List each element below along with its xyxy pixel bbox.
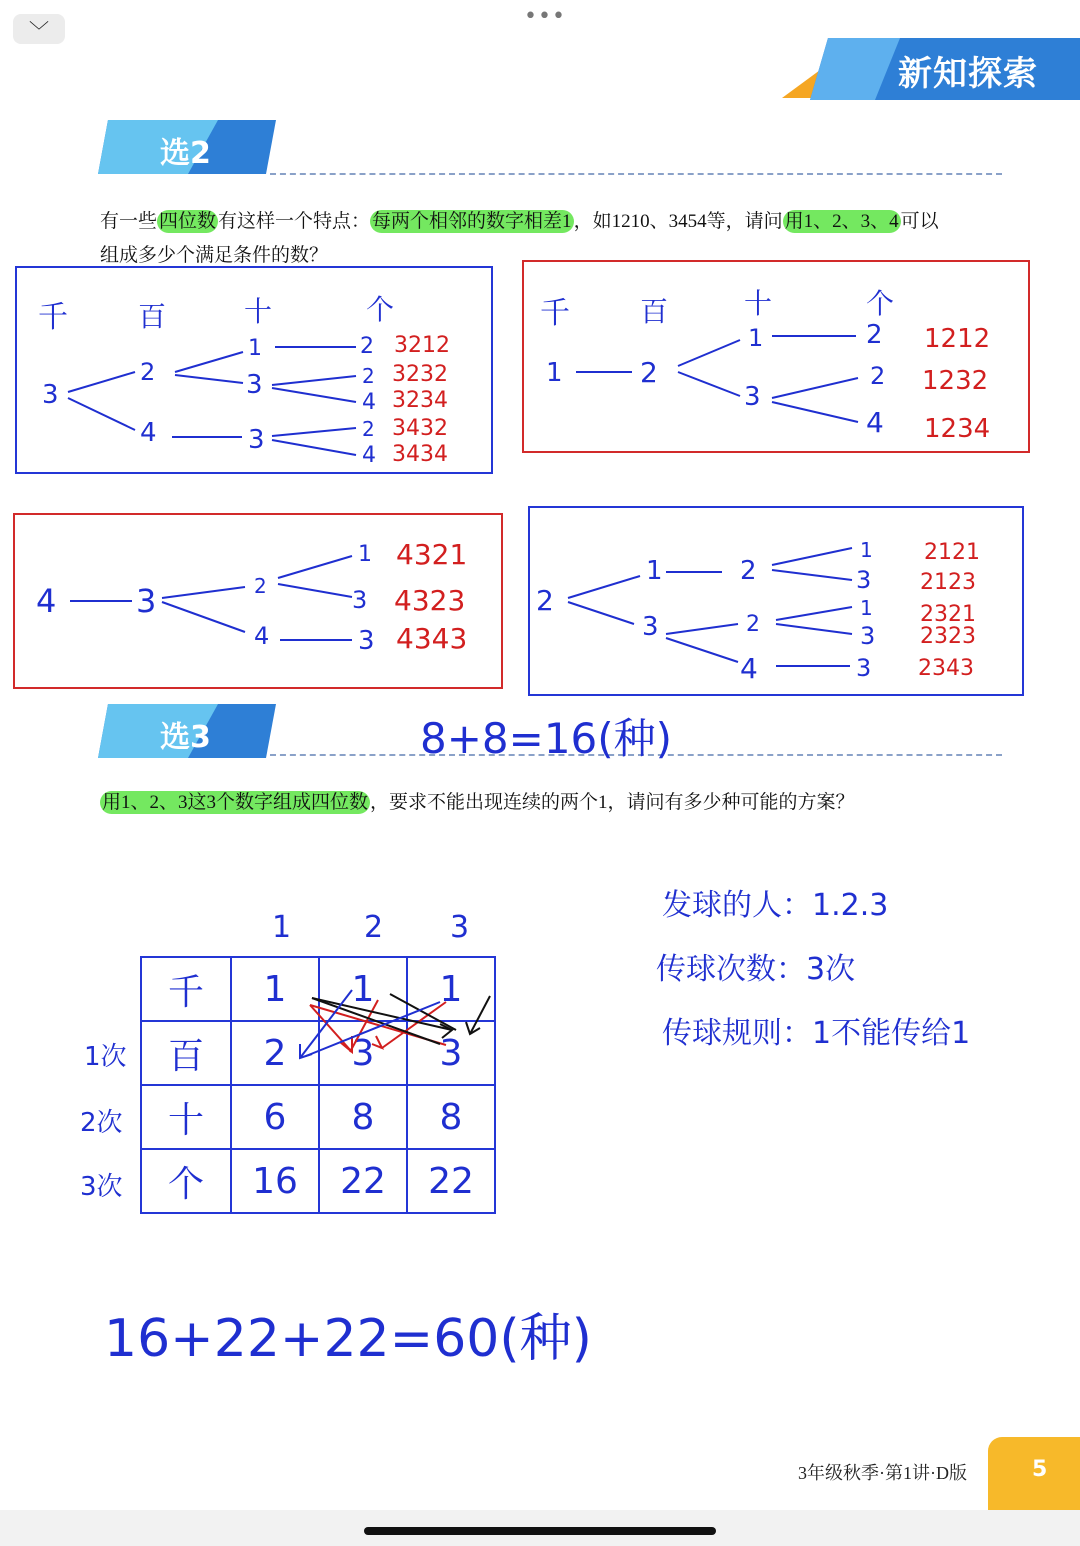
result-number: 2121 xyxy=(924,540,980,565)
row-label: 1次 xyxy=(84,1042,127,1072)
tree-node: 2 xyxy=(866,320,883,350)
tree-node: 2 xyxy=(536,584,554,617)
answer-equation: 8+8=16(种) xyxy=(420,714,673,763)
q2-text: 可以 xyxy=(900,211,939,232)
result-number: 4343 xyxy=(396,622,468,655)
section-title: 新知探索 xyxy=(898,54,1038,94)
header-thousands: 千 xyxy=(540,296,570,331)
home-indicator[interactable] xyxy=(364,1527,716,1535)
tree-node: 2 xyxy=(360,334,374,359)
result-number: 4323 xyxy=(394,584,466,617)
note-line: 传球次数：3次 xyxy=(656,952,856,987)
tag-label: 选3 xyxy=(160,720,211,755)
q3-highlight: 用1、2、3这3个数字组成四位数 xyxy=(102,792,369,813)
tree-node: 1 xyxy=(646,556,663,586)
grid-cell: 2 xyxy=(231,1021,319,1085)
result-number: 2323 xyxy=(920,624,976,649)
more-options-icon[interactable]: ••• xyxy=(524,4,566,29)
result-number: 2123 xyxy=(920,570,976,595)
q2-highlight: 每两个相邻的数字相差1 xyxy=(372,211,572,232)
header-thousands: 千 xyxy=(38,300,68,335)
result-number: 1212 xyxy=(924,324,991,354)
tree-node: 4 xyxy=(866,406,884,439)
tree-node: 2 xyxy=(254,574,267,598)
header-hundreds: 百 xyxy=(640,295,669,328)
tree-node: 3 xyxy=(248,425,265,455)
tree-node: 1 xyxy=(748,324,764,352)
grid-cell: 百 xyxy=(141,1021,231,1085)
page-number: 5 xyxy=(1032,1457,1048,1482)
grid-cell: 22 xyxy=(407,1149,495,1213)
tree-node: 2 xyxy=(140,358,156,386)
result-number: 1234 xyxy=(924,414,991,444)
tree-node: 2 xyxy=(740,556,757,586)
grid-cell: 十 xyxy=(141,1085,231,1149)
footer-text: 3年级秋季·第1讲·D版 xyxy=(798,1463,967,1483)
tree-node: 3 xyxy=(352,586,368,614)
tree-node: 1 xyxy=(860,538,873,562)
result-number: 3432 xyxy=(392,416,448,441)
tree-node: 2 xyxy=(746,612,760,637)
tree-node: 2 xyxy=(870,362,886,390)
tree-node: 2 xyxy=(362,417,375,441)
result-number: 2321 xyxy=(920,602,976,627)
tree-node: 4 xyxy=(362,443,376,468)
tree-node: 3 xyxy=(246,370,263,400)
header-tens: 十 xyxy=(244,295,273,328)
header-tens: 十 xyxy=(744,287,773,320)
chevron-down-icon: ﹀ xyxy=(29,18,49,43)
grid-cell: 22 xyxy=(319,1149,407,1213)
q2-text: 有一些 xyxy=(100,211,158,232)
result-number: 2343 xyxy=(918,656,974,681)
note-line: 发球的人：1.2.3 xyxy=(662,888,889,923)
row-label: 2次 xyxy=(80,1108,123,1138)
grid-cell: 8 xyxy=(407,1085,495,1149)
grid-cell: 3 xyxy=(319,1021,407,1085)
grid-cell: 8 xyxy=(319,1085,407,1149)
header-hundreds: 百 xyxy=(138,300,167,333)
q2-text: 组成多少个满足条件的数？ xyxy=(100,245,329,266)
q2-text: ，如1210、3454等，请问 xyxy=(573,211,783,232)
tree-node: 4 xyxy=(36,582,57,620)
column-header: 2 xyxy=(364,910,384,945)
grid-cell: 1 xyxy=(407,957,495,1021)
grid-cell: 千 xyxy=(141,957,231,1021)
tag-label: 选2 xyxy=(160,136,211,171)
grid-cell: 个 xyxy=(141,1149,231,1213)
row-label: 3次 xyxy=(80,1172,123,1202)
q3-text: ，要求不能出现连续的两个1，请问有多少种可能的方案？ xyxy=(370,792,855,813)
grid-cell: 3 xyxy=(407,1021,495,1085)
tree-node: 3 xyxy=(358,626,375,656)
page-number-badge xyxy=(988,1437,1080,1511)
tree-node: 4 xyxy=(254,622,270,650)
result-number: 3434 xyxy=(392,442,448,467)
q2-highlight: 四位数 xyxy=(159,211,217,232)
tree-node: 2 xyxy=(640,356,658,389)
tree-node: 4 xyxy=(140,418,157,448)
result-number: 4321 xyxy=(396,538,468,571)
tree-node: 3 xyxy=(856,566,872,594)
tree-node: 3 xyxy=(642,612,659,642)
final-equation: 16+22+22=60(种) xyxy=(104,1309,592,1369)
grid-cell: 1 xyxy=(319,957,407,1021)
tree-node: 1 xyxy=(248,336,262,361)
tree-node: 3 xyxy=(744,382,761,412)
grid-cell: 16 xyxy=(231,1149,319,1213)
q2-highlight: 用1、2、3、4 xyxy=(784,211,899,232)
note-line: 传球规则：1不能传给1 xyxy=(662,1016,971,1051)
tree-node: 4 xyxy=(362,390,376,415)
tree-node: 1 xyxy=(358,542,372,567)
tree-node: 2 xyxy=(362,364,375,388)
grid-cell: 1 xyxy=(231,957,319,1021)
grid-cell: 6 xyxy=(231,1085,319,1149)
result-number: 3234 xyxy=(392,388,448,413)
tree-node: 3 xyxy=(42,380,59,410)
tree-node: 4 xyxy=(740,652,758,685)
tree-node: 3 xyxy=(136,582,157,620)
column-header: 1 xyxy=(272,910,292,945)
column-header: 3 xyxy=(450,910,470,945)
tree-node: 3 xyxy=(856,654,872,682)
result-number: 3212 xyxy=(394,333,450,358)
result-number: 1232 xyxy=(922,366,989,396)
tree-node: 1 xyxy=(860,596,873,620)
tree-node: 3 xyxy=(860,622,876,650)
header-ones: 个 xyxy=(366,293,395,326)
tree-node: 1 xyxy=(546,358,563,388)
q2-text: 有这样一个特点： xyxy=(218,211,371,232)
result-number: 3232 xyxy=(392,362,448,387)
header-ones: 个 xyxy=(866,287,895,320)
